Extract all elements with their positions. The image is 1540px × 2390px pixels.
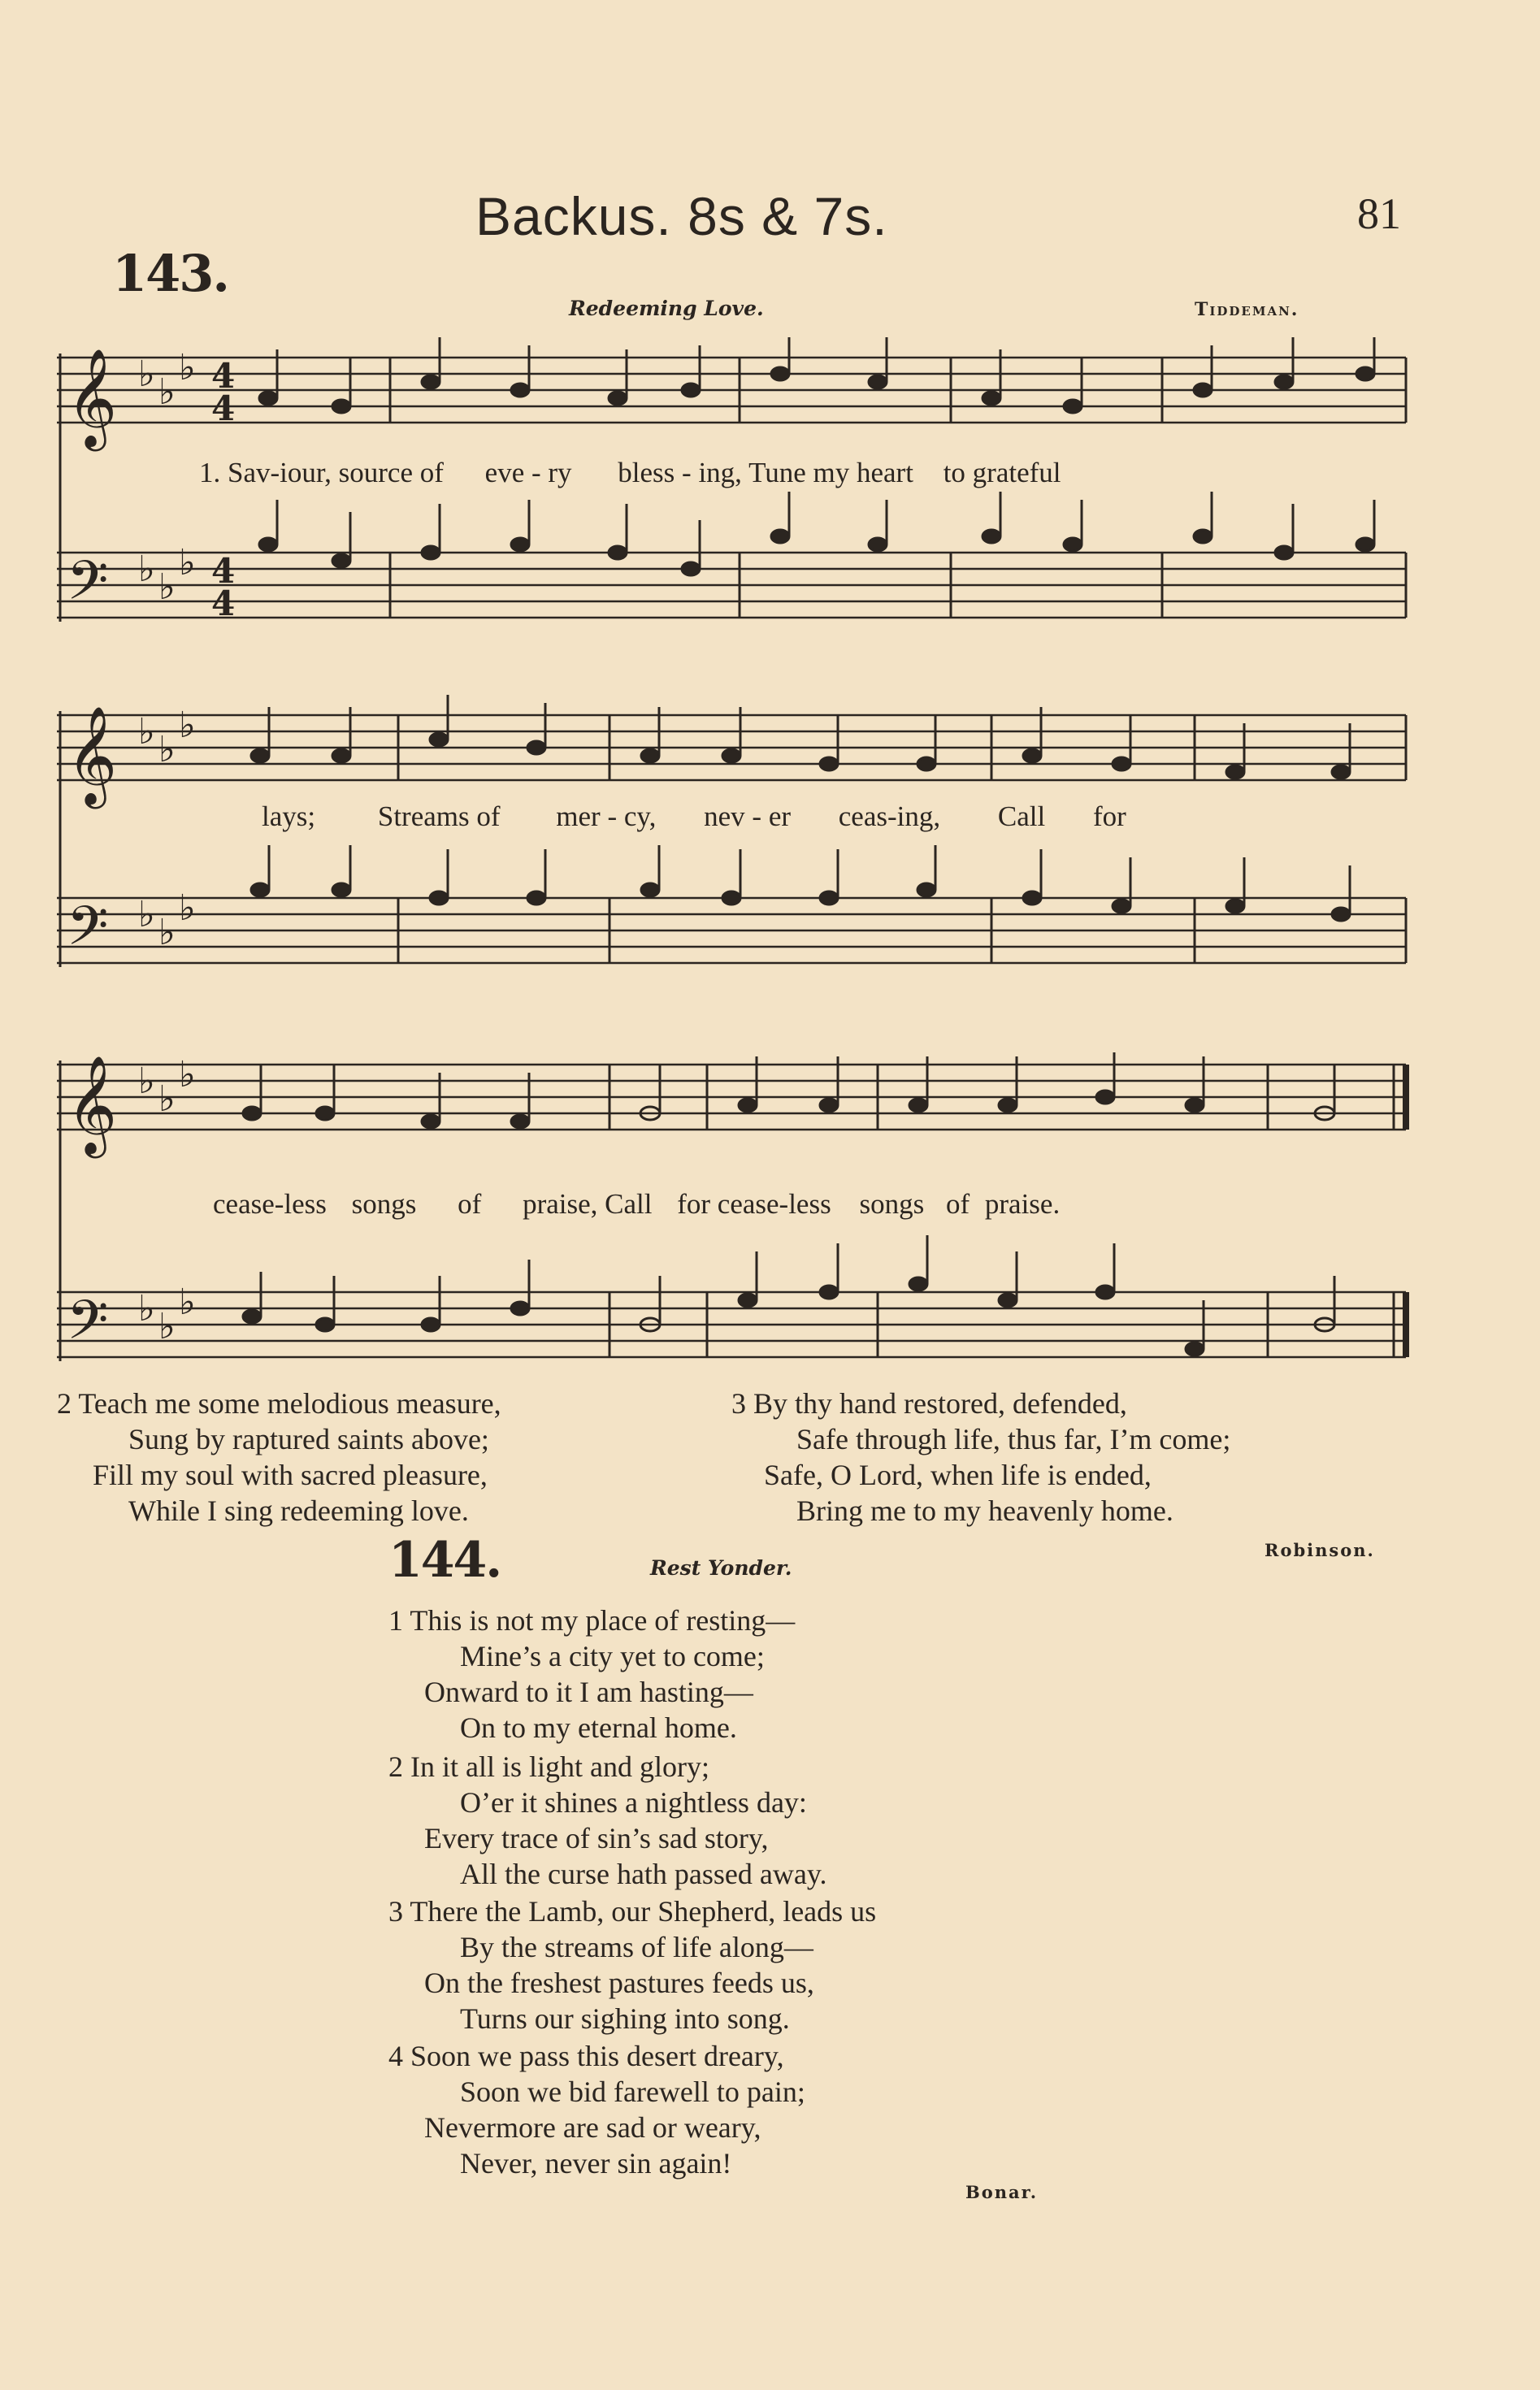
- verse-line: Never, never sin again!: [460, 2147, 732, 2180]
- verse-line: O’er it shines a nightless day:: [460, 1786, 807, 1819]
- verse-line: While I sing redeeming love.: [128, 1494, 469, 1527]
- treble-clef-icon: 𝄞: [67, 1055, 118, 1154]
- svg-text:♭: ♭: [138, 711, 155, 753]
- hymn-144-verse-4: [388, 2038, 805, 2181]
- lyric-syllable: cease-less: [213, 1188, 327, 1220]
- svg-text:♭: ♭: [179, 705, 196, 746]
- svg-text:♭: ♭: [158, 912, 176, 953]
- lyric-syllable: lays;: [262, 800, 316, 832]
- tune-title: Backus. 8s & 7s.: [475, 186, 888, 246]
- verse-line: Soon we bid farewell to pain;: [460, 2076, 805, 2108]
- bass-notes: [259, 492, 1374, 575]
- lyric-line-2: [262, 800, 1126, 833]
- lyric-syllable: Call: [605, 1188, 653, 1220]
- lyric-syllable: nev - er: [704, 800, 792, 832]
- verse-line: Every trace of sin’s sad story,: [424, 1822, 769, 1854]
- svg-text:♭: ♭: [158, 729, 176, 770]
- lyric-syllable: praise,: [523, 1188, 598, 1220]
- lyric-syllable: for cease-less: [677, 1188, 831, 1220]
- hymn-subtitle: Rest Yonder.: [650, 1556, 792, 1580]
- svg-text:♭: ♭: [158, 1306, 176, 1347]
- verse-3: [731, 1386, 1230, 1529]
- svg-text:♭: ♭: [179, 1054, 196, 1095]
- hymn-144-verse-3: [388, 1893, 876, 2036]
- svg-text:♭: ♭: [138, 1061, 155, 1102]
- verse-line: 3 There the Lamb, our Shepherd, leads us: [388, 1895, 877, 1928]
- verse-line: 4 Soon we pass this desert dreary,: [388, 2040, 784, 2072]
- svg-text:♭: ♭: [158, 1078, 176, 1120]
- key-signature-flat-icon: [138, 347, 196, 608]
- bass-clef-icon: 𝄢: [67, 549, 109, 625]
- svg-text:4: 4: [211, 356, 236, 396]
- lyric-syllable: -: [531, 457, 541, 488]
- svg-text:4: 4: [211, 551, 236, 591]
- svg-text:♭: ♭: [138, 1288, 155, 1329]
- treble-notes: [259, 337, 1374, 413]
- lyric-syllable: bless - ing,: [618, 457, 742, 488]
- key-signature-flat-icon: [138, 705, 196, 953]
- svg-text:♭: ♭: [179, 542, 196, 583]
- svg-text:♭: ♭: [179, 1282, 196, 1323]
- verse-line: Safe, O Lord, when life is ended,: [764, 1459, 1152, 1491]
- author-name: Bonar.: [965, 2182, 1039, 2202]
- lyric-syllable: ry: [548, 457, 572, 488]
- verse-2: [57, 1386, 501, 1529]
- hymn-144-verse-2: [388, 1749, 827, 1892]
- composer-name: Tiddeman.: [1195, 299, 1299, 320]
- hymn-subtitle: Redeeming Love.: [569, 297, 764, 320]
- lyric-syllable: praise.: [984, 1188, 1061, 1220]
- hymn-number: 144.: [388, 1532, 501, 1589]
- svg-text:♭: ♭: [179, 347, 196, 388]
- lyric-syllable: to: [943, 457, 965, 488]
- lyric-syllable: of: [476, 800, 501, 832]
- svg-text:♭: ♭: [138, 354, 155, 395]
- treble-clef-icon: 𝄞: [67, 348, 118, 447]
- lyric-syllable: songs: [351, 1188, 417, 1220]
- lyric-syllable: my: [813, 457, 850, 488]
- verse-line: 2 Teach me some melodious measure,: [57, 1387, 501, 1420]
- lyric-syllable: of: [458, 1188, 482, 1220]
- hymn-144-verse-1: [388, 1603, 795, 1746]
- verse-line: Mine’s a city yet to come;: [460, 1640, 765, 1672]
- treble-notes: [251, 695, 1350, 779]
- lyric-syllable: source: [338, 457, 413, 488]
- bass-clef-icon: 𝄢: [67, 895, 109, 970]
- verse-line: Safe through life, thus far, I’m come;: [796, 1423, 1231, 1455]
- lyric-syllable: songs: [859, 1188, 925, 1220]
- verse-line: Turns our sighing into song.: [460, 2002, 790, 2035]
- verse-line: Bring me to my heavenly home.: [796, 1494, 1173, 1527]
- lyric-syllable: eve: [484, 457, 525, 488]
- music-system-2: [49, 695, 1422, 995]
- verse-line: Fill my soul with sacred pleasure,: [93, 1459, 488, 1491]
- svg-text:♭: ♭: [179, 887, 196, 929]
- lyric-syllable: Call: [997, 800, 1046, 832]
- lyric-syllable: 1. Sav-iour,: [199, 457, 332, 488]
- verse-line: 1 This is not my place of resting—: [388, 1604, 796, 1637]
- lyric-syllable: of: [419, 457, 444, 488]
- music-system-1: [49, 337, 1422, 679]
- svg-text:4: 4: [211, 388, 236, 428]
- bass-staff: [57, 553, 1406, 618]
- svg-text:♭: ♭: [138, 549, 155, 590]
- svg-text:♭: ♭: [158, 371, 176, 413]
- verse-line: 3 By thy hand restored, defended,: [731, 1387, 1127, 1420]
- treble-clef-icon: 𝄞: [67, 705, 118, 805]
- verse-line: Onward to it I am hasting—: [424, 1676, 753, 1708]
- composer-name: Robinson.: [1265, 1540, 1375, 1560]
- page-number: 81: [1357, 189, 1401, 238]
- verse-line: 2 In it all is light and glory;: [388, 1750, 709, 1783]
- lyric-syllable: grateful: [972, 457, 1061, 488]
- lyric-syllable: Tune: [748, 457, 806, 488]
- verse-line: All the curse hath passed away.: [460, 1858, 827, 1890]
- lyric-syllable: ceas-ing,: [838, 800, 941, 832]
- svg-text:♭: ♭: [138, 894, 155, 935]
- svg-text:4: 4: [211, 583, 236, 623]
- bass-notes: [251, 845, 1350, 921]
- lyric-line-1: [199, 457, 1061, 489]
- verse-line: By the streams of life along—: [460, 1931, 813, 1963]
- lyric-syllable: of: [945, 1188, 970, 1220]
- lyric-syllable: for: [1092, 800, 1126, 832]
- lyric-syllable: heart: [856, 457, 913, 488]
- verse-line: On to my eternal home.: [460, 1711, 737, 1744]
- time-signature: [211, 356, 235, 623]
- lyric-syllable: Streams: [377, 800, 470, 832]
- lyric-syllable: mer - cy,: [556, 800, 657, 832]
- verse-line: On the freshest pastures feeds us,: [424, 1967, 814, 1999]
- bass-clef-icon: 𝄢: [67, 1289, 109, 1364]
- bass-notes: [243, 1235, 1334, 1355]
- svg-text:♭: ♭: [158, 566, 176, 608]
- verse-line: Nevermore are sad or weary,: [424, 2111, 761, 2144]
- hymn-number: 143.: [112, 244, 229, 303]
- lyric-line-3: [213, 1188, 1060, 1221]
- verse-line: Sung by raptured saints above;: [128, 1423, 489, 1455]
